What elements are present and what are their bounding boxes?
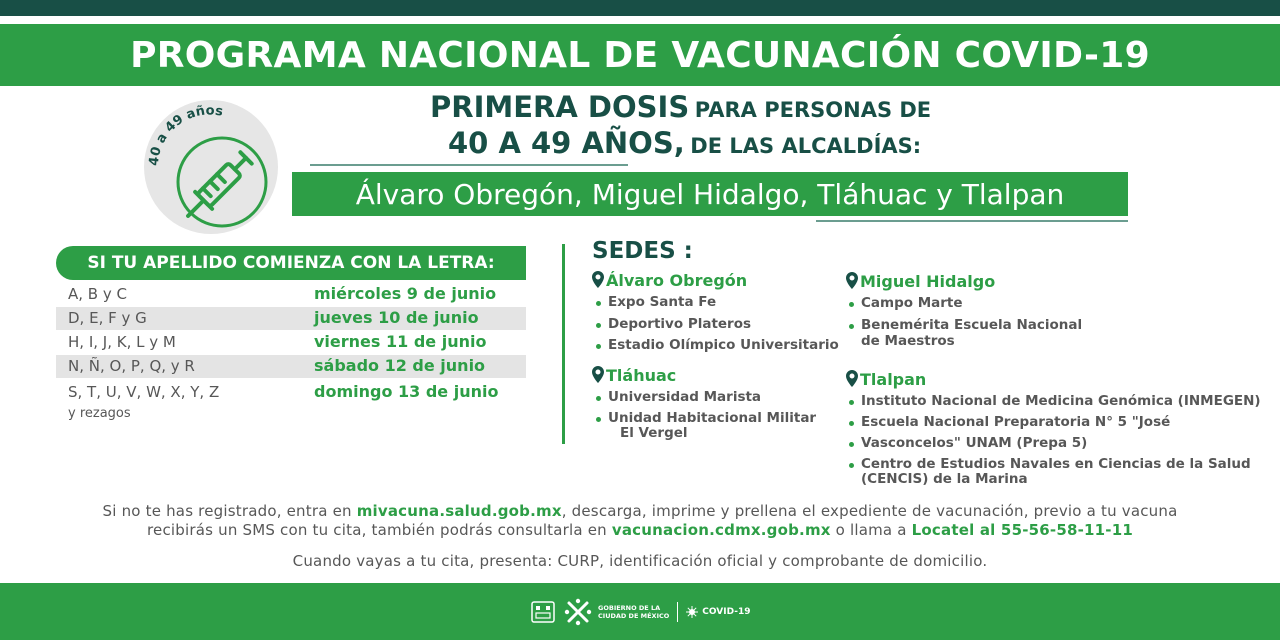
location-name: Miguel Hidalgo <box>860 272 996 291</box>
location-heading <box>592 366 676 385</box>
sede-item-continued: de Maestros <box>861 333 955 349</box>
cdmx-logo-icon <box>564 598 592 626</box>
sedes-title: SEDES : <box>592 238 693 264</box>
covid-label: COVID-19 <box>702 607 751 617</box>
coat-of-arms-icon <box>530 599 556 625</box>
dose-alcaldias: DE LAS ALCALDÍAS: <box>690 134 922 158</box>
schedule-date: sábado 12 de junio <box>314 356 486 375</box>
sede-item: Unidad Habitacional Militar <box>608 410 817 426</box>
sede-item: Expo Santa Fe <box>608 294 717 310</box>
schedule-row <box>56 283 526 306</box>
age-badge <box>142 98 280 236</box>
sede-item: Estadio Olímpico Universitario <box>608 337 839 353</box>
dose-age: 40 A 49 AÑOS, <box>448 126 685 160</box>
schedule-date: domingo 13 de junio <box>314 382 499 401</box>
dose-para: PARA PERSONAS DE <box>694 98 932 122</box>
schedule-letters: D, E, F y G <box>68 309 147 327</box>
location-name: Tlalpan <box>860 370 927 389</box>
location-name: Álvaro Obregón <box>606 271 748 290</box>
divider-top <box>310 164 628 166</box>
sede-item: Universidad Marista <box>608 389 762 405</box>
divider-bottom <box>816 220 1128 222</box>
schedule-row <box>56 355 526 378</box>
schedule-letters: S, T, U, V, W, X, Y, Z <box>68 383 220 401</box>
dose-primera: PRIMERA DOSIS <box>430 90 690 124</box>
locatel-phone: Locatel al 55-56-58-11-11 <box>911 521 1133 539</box>
virus-icon <box>686 606 698 618</box>
schedule-letters: N, Ñ, O, P, Q, y R <box>68 357 195 375</box>
footer-separator <box>677 602 678 622</box>
map-pin-icon <box>592 366 604 383</box>
schedule-row <box>56 381 526 404</box>
footer-logos <box>530 597 751 627</box>
schedule-letters: H, I, J, K, L y M <box>68 333 176 351</box>
sede-item: Instituto Nacional de Medicina Genómica (INMEGEN) <box>861 393 1261 409</box>
schedule-date: viernes 11 de junio <box>314 332 487 351</box>
sede-item: Escuela Nacional Preparatoria N° 5 "José <box>861 414 1171 430</box>
sede-item: Campo Marte <box>861 295 963 311</box>
location-heading <box>846 272 995 291</box>
sede-item-continued: (CENCIS) de la Marina <box>861 471 1028 487</box>
location-heading <box>846 370 926 389</box>
vacunacion-link[interactable]: vacunacion.cdmx.gob.mx <box>611 521 831 539</box>
top-strip <box>0 0 1280 16</box>
sede-item: Deportivo Plateros <box>608 316 752 332</box>
title-bar <box>0 24 1280 86</box>
mivacuna-link[interactable]: mivacuna.salud.gob.mx <box>356 502 562 520</box>
registration-info: Si no te has registrado, entra en mivacuna.salud.gob.mx, descarga, imprime y prellena el expediente de vacunación, previo a tu vacuna recibirás un SMS con tu cita, también podrás consultarla en vacunacion.cdmx.gob.mx o llama a Locatel al 55-56-58-11-11 <box>102 502 1178 539</box>
vertical-divider <box>562 244 565 444</box>
schedule-note: y rezagos <box>68 406 131 421</box>
map-pin-icon <box>846 370 858 387</box>
location-name: Tláhuac <box>606 366 677 385</box>
map-pin-icon <box>846 272 858 289</box>
badge-label: 40 a 49 años <box>146 103 225 167</box>
alcaldias-band <box>292 172 1128 216</box>
map-pin-icon <box>592 271 604 288</box>
sede-item: Benemérita Escuela Nacional <box>861 317 1083 333</box>
location-heading <box>592 271 747 290</box>
schedule-date: jueves 10 de junio <box>314 308 479 327</box>
cita-requirements: Cuando vayas a tu cita, presenta: CURP, identificación oficial y comprobante de domicilio. <box>292 552 988 570</box>
sede-item: Centro de Estudios Navales en Ciencias de la Salud <box>861 456 1251 472</box>
schedule-letters: A, B y C <box>68 285 127 303</box>
syringe-icon <box>142 98 280 236</box>
schedule-heading: SI TU APELLIDO COMIENZA CON LA LETRA: <box>56 246 526 280</box>
schedule-row <box>56 307 526 330</box>
sede-item: Vasconcelos" UNAM (Prepa 5) <box>861 435 1088 451</box>
government-label: GOBIERNO DE LA CIUDAD DE MÉXICO <box>598 604 670 620</box>
schedule-date: miércoles 9 de junio <box>314 284 497 303</box>
page-title: PROGRAMA NACIONAL DE VACUNACIÓN COVID-19 <box>130 34 1150 76</box>
schedule-row <box>56 331 526 354</box>
alcaldias-list: Álvaro Obregón, Miguel Hidalgo, Tláhuac y Tlalpan <box>355 177 1065 211</box>
sede-item-continued: El Vergel <box>620 425 688 441</box>
footer <box>0 583 1280 640</box>
